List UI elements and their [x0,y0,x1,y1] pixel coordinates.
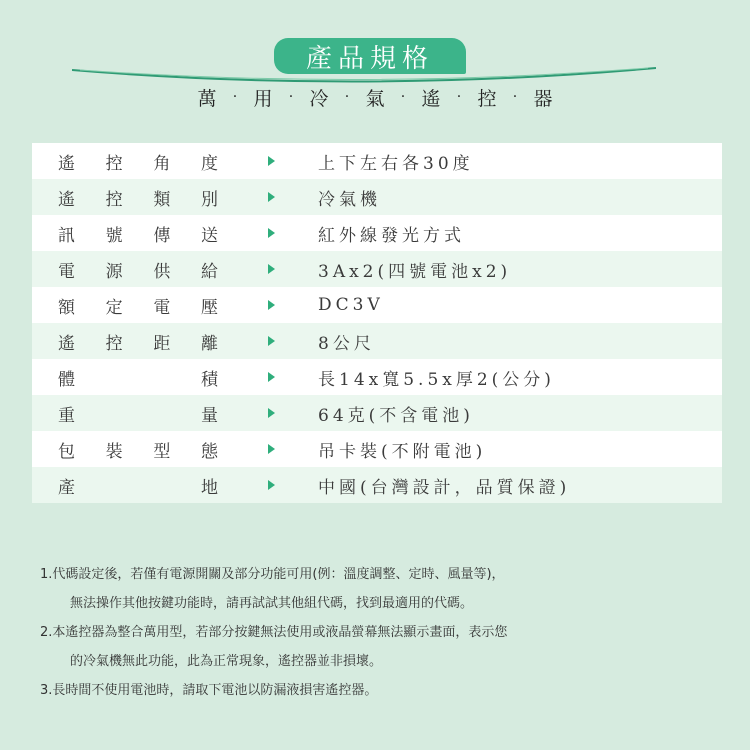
spec-label-char: 離 [200,333,218,354]
spec-label-char: 地 [201,477,218,498]
spec-label [58,473,218,498]
spec-label-char: 距 [153,333,171,354]
subtitle-separator: · [232,89,238,105]
triangle-right-icon [268,300,275,310]
spec-label-char: 積 [201,369,218,390]
spec-row [32,251,722,287]
spec-label-char: 包 [58,441,75,462]
note-line: 3.長時間不使用電池時，請取下電池以防漏液損害遙控器。 [40,683,378,698]
triangle-right-icon [268,480,275,490]
note-line: 的冷氣機無此功能，此為正常現象，遙控器並非損壞。 [70,654,383,669]
subtitle-char: 氣 [365,87,385,110]
spec-label-char: 遙 [58,333,75,354]
subtitle-char: 冷 [309,87,329,110]
subtitle-char: 用 [253,87,273,110]
spec-row [32,287,722,323]
triangle-right-icon [268,156,275,166]
spec-row [32,215,722,251]
subtitle-separator: · [288,89,294,105]
spec-value: 上下左右各30度 [318,153,474,174]
spec-label-char: 型 [153,441,171,462]
spec-label [58,365,218,390]
spec-label-char: 控 [105,189,123,210]
subtitle-separator: · [456,89,462,105]
subtitle-char: 遙 [421,87,441,110]
spec-value: 中國(台灣設計，品質保證) [318,477,571,498]
spec-label-char: 產 [58,477,75,498]
spec-label [58,149,218,174]
spec-label [58,437,218,462]
spec-value: 紅外線發光方式 [318,225,465,246]
spec-label-char: 控 [105,153,123,174]
spec-label-char: 傳 [153,225,171,246]
spec-label-char: 裝 [105,441,123,462]
spec-value: 8公尺 [318,333,375,354]
triangle-right-icon [268,192,275,202]
page-title: 產品規格 [274,38,466,74]
notes-section [40,560,720,705]
spec-value: 吊卡裝(不附電池) [318,441,487,462]
spec-label [58,185,218,210]
subtitle-char: 控 [477,87,497,110]
spec-label-char: 遙 [58,153,75,174]
spec-label-char: 量 [201,405,218,426]
spec-row [32,323,722,359]
subtitle-separator: · [400,89,406,105]
spec-label-char: 電 [58,261,75,282]
spec-value: 長14x寬5.5x厚2(公分) [318,369,555,390]
spec-value: DC3V [318,295,384,315]
spec-label-char: 別 [200,189,218,210]
spec-value: 64克(不含電池) [318,405,474,426]
spec-label-char: 體 [58,369,75,390]
triangle-right-icon [268,444,275,454]
spec-label-char: 度 [200,153,218,174]
spec-row [32,431,722,467]
triangle-right-icon [268,408,275,418]
note-line: 2.本遙控器為整合萬用型，若部分按鍵無法使用或液晶螢幕無法顯示畫面，表示您 [40,625,508,640]
triangle-right-icon [268,228,275,238]
spec-label-char: 額 [58,297,75,318]
spec-value: 3Ax2(四號電池x2) [318,261,512,282]
product-subtitle [0,86,750,108]
spec-label [58,329,218,354]
spec-label-char: 定 [105,297,123,318]
spec-value: 冷氣機 [318,189,381,210]
subtitle-separator: · [512,89,518,105]
spec-row [32,179,722,215]
spec-label-char: 壓 [200,297,218,318]
triangle-right-icon [268,372,275,382]
spec-row [32,143,722,179]
spec-row [32,359,722,395]
spec-label-char: 號 [105,225,123,246]
spec-label [58,257,218,282]
spec-label-char: 訊 [58,225,75,246]
subtitle-char: 器 [533,87,553,110]
spec-label-char: 重 [58,405,75,426]
subtitle-separator: · [344,89,350,105]
spec-label-char: 送 [200,225,218,246]
spec-label-char: 遙 [58,189,75,210]
note-line: 1.代碼設定後，若僅有電源開關及部分功能可用(例：溫度調整、定時、風量等)， [40,567,505,582]
spec-label [58,293,218,318]
spec-table [32,143,722,503]
spec-label-char: 給 [200,261,218,282]
spec-row [32,395,722,431]
spec-label-char: 控 [105,333,123,354]
spec-label-char: 供 [153,261,171,282]
note-line: 無法操作其他按鍵功能時，請再試試其他組代碼，找到最適用的代碼。 [70,596,474,611]
spec-label-char: 電 [153,297,171,318]
spec-label [58,221,218,246]
spec-label-char: 類 [153,189,171,210]
spec-label-char: 源 [105,261,123,282]
triangle-right-icon [268,264,275,274]
spec-row [32,467,722,503]
spec-label [58,401,218,426]
spec-label-char: 態 [200,441,218,462]
spec-label-char: 角 [153,153,171,174]
triangle-right-icon [268,336,275,346]
subtitle-char: 萬 [197,87,217,110]
